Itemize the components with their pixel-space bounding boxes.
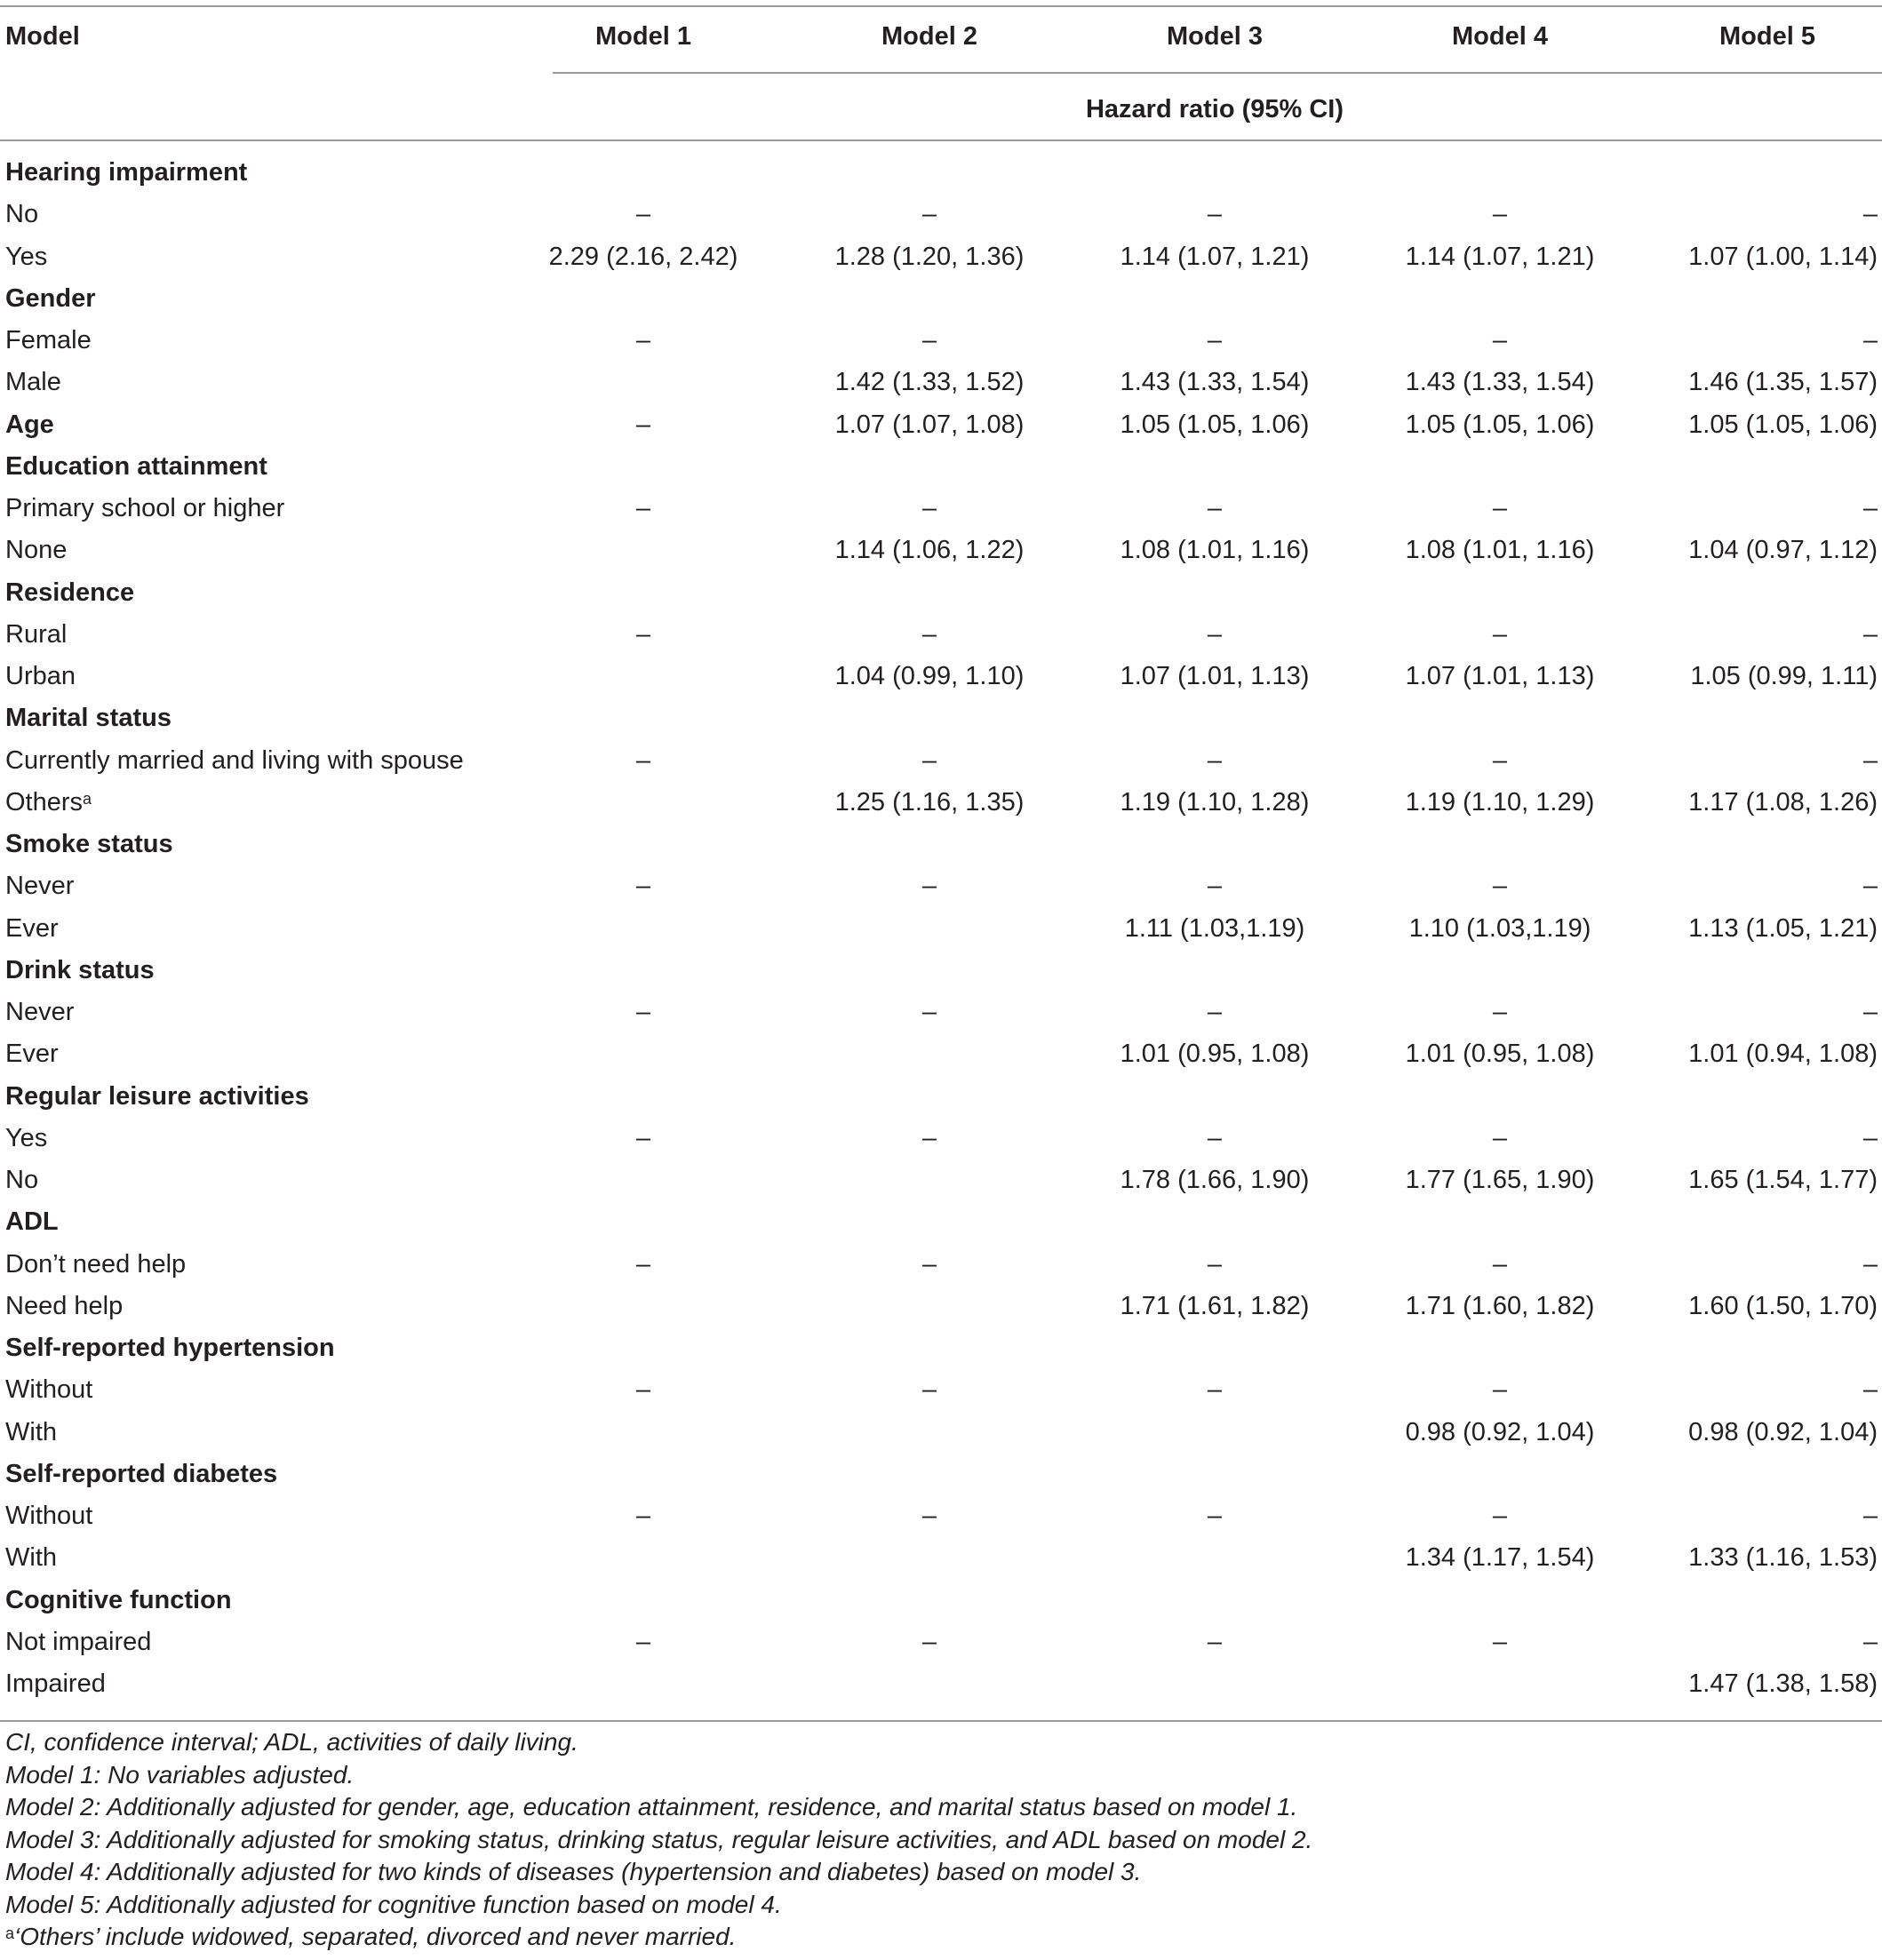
cell-model-3: 1.11 (1.03,1.19)	[1124, 914, 1305, 943]
cell-model-1: –	[635, 872, 651, 900]
row-label: Without	[5, 1375, 93, 1404]
row-group-label: Regular leisure activities	[5, 1082, 309, 1111]
cell-model-3: 1.43 (1.33, 1.54)	[1120, 368, 1310, 396]
cell-model-4: 1.14 (1.07, 1.21)	[1405, 243, 1595, 271]
row-label: With	[5, 1543, 57, 1572]
cell-model-1: –	[635, 200, 651, 228]
cell-model-3: –	[1207, 1124, 1223, 1152]
cell-model-4: –	[1492, 200, 1508, 228]
footnote: Model 4: Additionally adjusted for two kinds of diseases (hypertension and diabetes) based on model 3.	[5, 1858, 1142, 1885]
row-group-label: ADL	[5, 1207, 59, 1236]
cell-model-1: 2.29 (2.16, 2.42)	[548, 243, 738, 271]
header-model: Model	[5, 22, 80, 51]
cell-model-2: 1.14 (1.06, 1.22)	[834, 536, 1025, 564]
row-group-label: Gender	[5, 284, 96, 313]
header-hazard-ratio: Hazard ratio (95% CI)	[1085, 95, 1344, 123]
cell-model-5: –	[1862, 326, 1878, 355]
cell-model-5: 1.60 (1.50, 1.70)	[1688, 1292, 1878, 1320]
header-model-3: Model 3	[1167, 22, 1263, 51]
cell-model-3: –	[1207, 872, 1223, 900]
row-group-label: Marital status	[5, 704, 171, 732]
cell-model-1: –	[635, 1375, 651, 1404]
cell-model-3: –	[1207, 326, 1223, 355]
cell-model-5: 1.46 (1.35, 1.57)	[1688, 368, 1878, 396]
cell-model-4: –	[1492, 326, 1508, 355]
cell-model-5: 1.47 (1.38, 1.58)	[1688, 1669, 1878, 1698]
cell-model-2: 1.28 (1.20, 1.36)	[834, 243, 1025, 271]
cell-model-5: –	[1862, 872, 1878, 900]
row-label: None	[5, 536, 68, 564]
cell-model-4: 1.01 (0.95, 1.08)	[1405, 1040, 1595, 1068]
row-label: Others$^a$	[5, 788, 92, 817]
cell-model-2: –	[921, 1628, 937, 1656]
cell-model-3: –	[1207, 746, 1223, 775]
cell-model-4: 0.98 (0.92, 1.04)	[1405, 1418, 1595, 1446]
cell-model-2: 1.25 (1.16, 1.35)	[834, 788, 1025, 817]
cell-model-3: –	[1207, 1502, 1223, 1530]
cell-model-4: –	[1492, 1250, 1508, 1279]
row-group-label: Cognitive function	[5, 1586, 232, 1614]
header-model-4: Model 4	[1452, 22, 1548, 51]
cell-model-4: –	[1492, 620, 1508, 649]
cell-model-4: 1.07 (1.01, 1.13)	[1405, 662, 1595, 690]
cell-model-2: –	[921, 746, 937, 775]
cell-model-5: 0.98 (0.92, 1.04)	[1688, 1418, 1878, 1446]
cell-model-3: –	[1207, 494, 1223, 522]
cell-model-5: 1.33 (1.16, 1.53)	[1688, 1543, 1878, 1572]
cell-model-4: 1.19 (1.10, 1.29)	[1405, 788, 1595, 817]
cell-model-3: 1.08 (1.01, 1.16)	[1120, 536, 1310, 564]
row-label: Yes	[5, 1124, 48, 1152]
cell-model-2: 1.42 (1.33, 1.52)	[834, 368, 1025, 396]
cell-model-5: 1.07 (1.00, 1.14)	[1688, 243, 1878, 271]
cell-model-5: –	[1862, 746, 1878, 775]
cell-model-5: –	[1862, 1375, 1878, 1404]
cell-model-5: 1.05 (1.05, 1.06)	[1688, 410, 1878, 439]
row-label: Urban	[5, 662, 76, 690]
row-group-label: Residence	[5, 578, 135, 607]
cell-model-3: –	[1207, 998, 1223, 1026]
cell-model-4: 1.71 (1.60, 1.82)	[1405, 1292, 1595, 1320]
cell-model-3: 1.05 (1.05, 1.06)	[1120, 410, 1310, 439]
row-label: Ever	[5, 1040, 59, 1068]
cell-model-4: 1.05 (1.05, 1.06)	[1405, 410, 1595, 439]
cell-model-3: 1.14 (1.07, 1.21)	[1120, 243, 1310, 271]
cell-model-3: 1.01 (0.95, 1.08)	[1120, 1040, 1310, 1068]
row-label: With	[5, 1418, 57, 1446]
row-group-label: Self-reported hypertension	[5, 1334, 335, 1362]
cell-model-1: –	[635, 410, 651, 439]
cell-model-1: –	[635, 620, 651, 649]
header-subrule	[553, 72, 1882, 74]
row-label: Never	[5, 998, 75, 1026]
cell-model-2: –	[921, 1375, 937, 1404]
cell-model-1: –	[635, 998, 651, 1026]
cell-model-4: –	[1492, 494, 1508, 522]
cell-model-4: 1.77 (1.65, 1.90)	[1405, 1166, 1595, 1194]
cell-model-3: –	[1207, 200, 1223, 228]
header-model-2: Model 2	[881, 22, 977, 51]
row-label: Male	[5, 368, 61, 396]
cell-model-2: –	[921, 1250, 937, 1279]
cell-model-4: 1.34 (1.17, 1.54)	[1405, 1543, 1595, 1572]
cell-model-3: –	[1207, 620, 1223, 649]
footnote: Model 5: Additionally adjusted for cognitive function based on model 4.	[5, 1891, 782, 1918]
row-group-label: Hearing impairment	[5, 158, 248, 187]
cell-model-4: –	[1492, 872, 1508, 900]
header-bottom-rule	[0, 139, 1882, 141]
header-model-5: Model 5	[1719, 22, 1815, 51]
cell-model-3: 1.78 (1.66, 1.90)	[1120, 1166, 1310, 1194]
cell-model-5: –	[1862, 1250, 1878, 1279]
cell-model-2: –	[921, 326, 937, 355]
row-label: Impaired	[5, 1669, 106, 1698]
row-group-label: Smoke status	[5, 830, 173, 858]
cell-model-5: 1.65 (1.54, 1.77)	[1688, 1166, 1878, 1194]
footnote-a: $^a$‘Others’ include widowed, separated, divorced and never married.	[5, 1923, 737, 1950]
cell-model-5: –	[1862, 494, 1878, 522]
cell-model-1: –	[635, 1628, 651, 1656]
cell-model-4: –	[1492, 998, 1508, 1026]
cell-model-5: –	[1862, 1628, 1878, 1656]
cell-model-5: 1.01 (0.94, 1.08)	[1688, 1040, 1878, 1068]
cell-model-1: –	[635, 1124, 651, 1152]
header-model-1: Model 1	[595, 22, 691, 51]
cell-model-2: –	[921, 1124, 937, 1152]
row-label: No	[5, 200, 39, 228]
cell-model-2: –	[921, 1502, 937, 1530]
cell-model-5: 1.17 (1.08, 1.26)	[1688, 788, 1878, 817]
cell-model-1: –	[635, 1502, 651, 1530]
cell-model-4: 1.08 (1.01, 1.16)	[1405, 536, 1595, 564]
cell-model-4: –	[1492, 1124, 1508, 1152]
cell-model-3: –	[1207, 1628, 1223, 1656]
cell-model-3: 1.07 (1.01, 1.13)	[1120, 662, 1310, 690]
row-label: Ever	[5, 914, 59, 943]
top-rule	[0, 5, 1882, 7]
cell-model-3: 1.71 (1.61, 1.82)	[1120, 1292, 1310, 1320]
footnote: CI, confidence interval; ADL, activities of daily living.	[5, 1728, 578, 1756]
cell-model-2: –	[921, 620, 937, 649]
cell-model-5: 1.04 (0.97, 1.12)	[1688, 536, 1878, 564]
cell-model-5: –	[1862, 200, 1878, 228]
cell-model-3: –	[1207, 1250, 1223, 1279]
footnote: Model 2: Additionally adjusted for gender, age, education attainment, residence, and marital status based on model 1.	[5, 1793, 1298, 1821]
cell-model-1: –	[635, 1250, 651, 1279]
cell-model-5: –	[1862, 620, 1878, 649]
footnote: Model 1: No variables adjusted.	[5, 1761, 355, 1789]
row-label: Never	[5, 872, 75, 900]
cell-model-2: –	[921, 998, 937, 1026]
cell-model-1: –	[635, 326, 651, 355]
cell-model-5: 1.13 (1.05, 1.21)	[1688, 914, 1878, 943]
cell-model-2: 1.04 (0.99, 1.10)	[834, 662, 1025, 690]
footnote: Model 3: Additionally adjusted for smoking status, drinking status, regular leisure activities, and ADL based on model 2.	[5, 1826, 1313, 1853]
cell-model-4: –	[1492, 1375, 1508, 1404]
row-label: Rural	[5, 620, 68, 649]
cell-model-3: 1.19 (1.10, 1.28)	[1120, 788, 1310, 817]
row-group-label: Education attainment	[5, 452, 267, 481]
cell-model-1: –	[635, 494, 651, 522]
row-group-label: Age	[5, 410, 54, 439]
row-label: Need help	[5, 1292, 124, 1320]
cell-model-1: –	[635, 746, 651, 775]
row-label: Without	[5, 1502, 93, 1530]
row-label: Female	[5, 326, 92, 355]
row-label: Yes	[5, 243, 48, 271]
cell-model-2: 1.07 (1.07, 1.08)	[834, 410, 1025, 439]
cell-model-4: 1.43 (1.33, 1.54)	[1405, 368, 1595, 396]
cell-model-5: –	[1862, 998, 1878, 1026]
cell-model-4: –	[1492, 1502, 1508, 1530]
cell-model-4: –	[1492, 746, 1508, 775]
cell-model-3: –	[1207, 1375, 1223, 1404]
cell-model-2: –	[921, 494, 937, 522]
row-label: Don’t need help	[5, 1250, 187, 1279]
cell-model-4: –	[1492, 1628, 1508, 1656]
bottom-rule	[0, 1720, 1882, 1722]
row-group-label: Self-reported diabetes	[5, 1460, 278, 1488]
cell-model-5: 1.05 (0.99, 1.11)	[1690, 662, 1878, 690]
cell-model-4: 1.10 (1.03,1.19)	[1408, 914, 1591, 943]
cell-model-5: –	[1862, 1124, 1878, 1152]
row-label: Primary school or higher	[5, 494, 285, 522]
row-label: Currently married and living with spouse	[5, 746, 464, 775]
row-label: Not impaired	[5, 1628, 152, 1656]
row-label: No	[5, 1166, 39, 1194]
cell-model-2: –	[921, 200, 937, 228]
cell-model-5: –	[1862, 1502, 1878, 1530]
row-group-label: Drink status	[5, 956, 155, 984]
cell-model-2: –	[921, 872, 937, 900]
